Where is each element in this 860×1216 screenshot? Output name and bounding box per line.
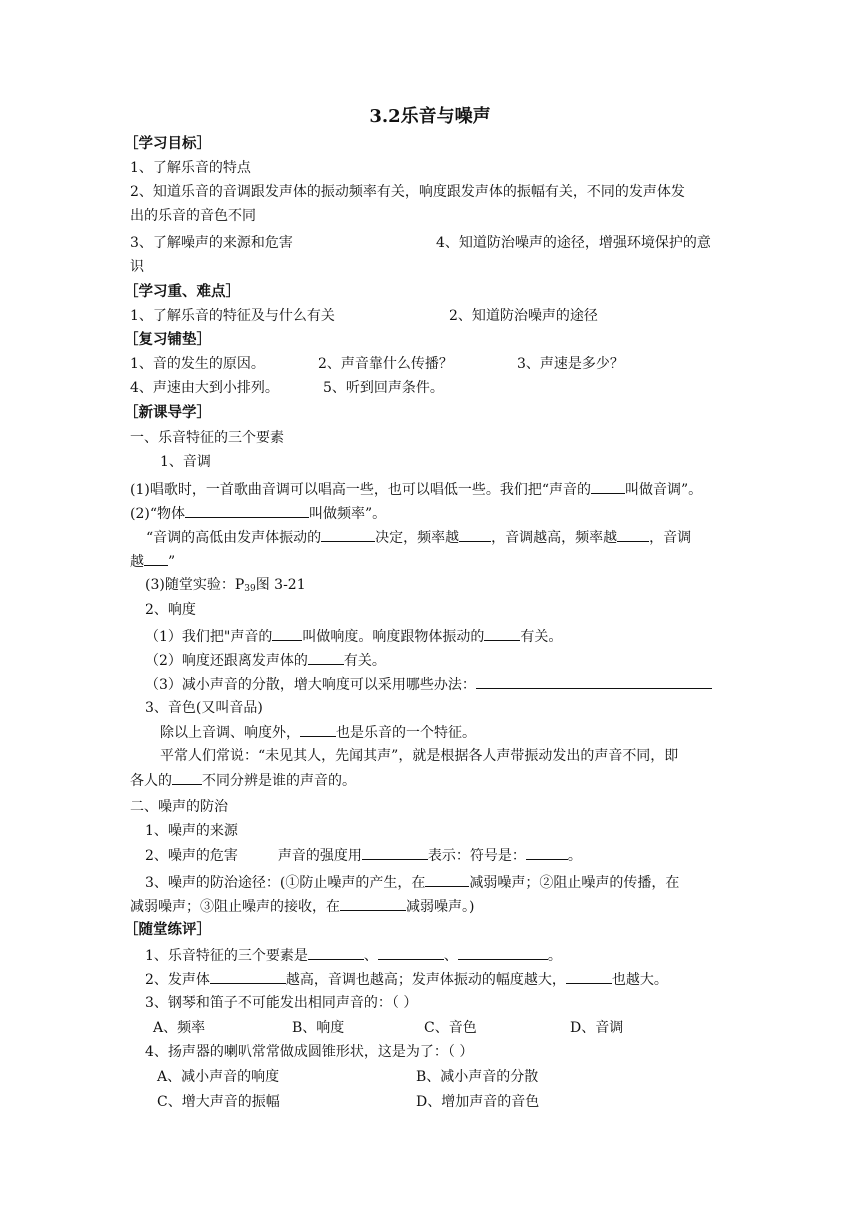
goal-line-3: 出的乐音的音色不同 [130, 208, 256, 224]
blank[interactable] [172, 770, 202, 785]
review-heading: ［复习铺垫］ [124, 331, 211, 348]
review-item-4: 4、声速由大到小排列。 [130, 380, 279, 396]
exercise-4-option-c: C、增大声音的振幅 [157, 1094, 280, 1110]
pitch-line-4: 越 ” [130, 551, 175, 572]
goal-line-5: 识 [130, 259, 144, 275]
pitch-experiment: (3)随堂实验：$P_{39}$图 3-21 [145, 577, 306, 594]
review-item-3: 3、声速是多少？ [517, 356, 624, 372]
newlesson-heading: ［新课导学］ [124, 404, 211, 421]
blank[interactable] [378, 945, 444, 960]
loudness-line-2: （2）响度还跟离发声体的 有关。 [145, 650, 386, 671]
blank[interactable] [308, 650, 344, 665]
blank[interactable] [272, 626, 302, 641]
goal-line-4b: 4、知道防治噪声的途径，增强环境保护的意 [436, 235, 711, 251]
subsection-timbre: 3、音色(又叫音品) [145, 700, 263, 716]
blank[interactable] [362, 845, 428, 860]
review-item-1: 1、音的发生的原因。 [130, 356, 265, 372]
goal-line-1: 1、了解乐音的特点 [130, 160, 251, 176]
exercise-1: 1、乐音特征的三个要素是 、 、 。 [145, 945, 562, 966]
exercise-3-option-b: B、响度 [292, 1020, 345, 1036]
blank[interactable] [300, 722, 336, 737]
exercise-2: 2、发声体 越高，音调也越高；发声体振动的幅度越大， 也越大。 [145, 969, 668, 990]
subsection-pitch: 1、音调 [160, 454, 211, 470]
loudness-line-3: （3）减小声音的分散，增大响度可以采用哪些办法： [145, 674, 712, 695]
blank[interactable] [458, 945, 548, 960]
blank[interactable] [526, 845, 568, 860]
timbre-line-3: 各人的 不同分辨是谁的声音的。 [130, 770, 356, 791]
review-item-5: 5、听到回声条件。 [323, 380, 444, 396]
blank[interactable] [185, 503, 309, 518]
exercise-4-option-b: B、减小声音的分散 [416, 1069, 539, 1085]
blank[interactable] [210, 969, 286, 984]
blank[interactable] [591, 479, 625, 494]
key-heading: ［学习重、难点］ [124, 283, 240, 300]
goal-line-4a: 3、了解噪声的来源和危害 [130, 235, 293, 251]
blank[interactable] [308, 945, 364, 960]
blank[interactable] [144, 551, 168, 566]
exercise-3-option-a: A、频率 [153, 1020, 206, 1036]
key-item-2: 2、知道防治噪声的途径 [449, 308, 598, 324]
exercise-3: 3、钢琴和笛子不可能发出相同声音的：（ ） [145, 995, 418, 1011]
blank[interactable] [321, 527, 375, 542]
blank[interactable] [484, 626, 520, 641]
blank[interactable] [476, 674, 712, 689]
exercise-4-option-a: A、减小声音的响度 [157, 1069, 280, 1085]
practice-heading: ［随堂练评］ [124, 921, 211, 938]
noise-control-line-1: 3、噪声的防治途径：(①防止噪声的产生，在 减弱噪声；②阻止噪声的传播，在 [145, 872, 679, 893]
goal-line-2: 2、知道乐音的音调跟发声体的振动频率有关，响度跟发声体的振幅有关，不同的发声体发 [130, 184, 685, 200]
blank[interactable] [340, 896, 406, 911]
noise-control-line-2: 减弱噪声；③阻止噪声的接收，在 减弱噪声。) [130, 896, 474, 917]
pitch-line-2: (2)“物体 叫做频率”。 [130, 503, 386, 524]
pitch-line-3: “音调的高低由发声体振动的 决定，频率越 ，音调越高，频率越 ，音调 [146, 527, 691, 548]
key-item-1: 1、了解乐音的特征及与什么有关 [130, 308, 335, 324]
subsection-loudness: 2、响度 [145, 602, 196, 618]
blank[interactable] [425, 872, 469, 887]
page-title: 3.2乐音与噪声 [369, 106, 491, 127]
blank[interactable] [459, 527, 491, 542]
noise-harm: 2、噪声的危害 声音的强度用 表示：符号是： 。 [145, 845, 582, 866]
pitch-line-1: (1)唱歌时，一首歌曲音调可以唱高一些，也可以唱低一些。我们把“声音的 叫做音调”。 [130, 479, 702, 500]
timbre-line-1: 除以上音调、响度外， 也是乐音的一个特征。 [160, 722, 476, 743]
section-2-title: 二、噪声的防治 [130, 799, 228, 815]
section-1-title: 一、乐音特征的三个要素 [130, 430, 284, 446]
exercise-3-option-d: D、音调 [570, 1020, 624, 1036]
blank[interactable] [617, 527, 649, 542]
exercise-4: 4、扬声器的喇叭常常做成圆锥形状，这是为了：（ ） [145, 1044, 474, 1060]
exercise-3-option-c: C、音色 [424, 1020, 477, 1036]
exercise-4-option-d: D、增加声音的音色 [416, 1094, 540, 1110]
noise-source: 1、噪声的来源 [145, 823, 238, 839]
goals-heading: ［学习目标］ [124, 135, 211, 152]
loudness-line-1: （1）我们把"声音的 叫做响度。响度跟物体振动的 有关。 [145, 626, 562, 647]
review-item-2: 2、声音靠什么传播？ [318, 356, 453, 372]
timbre-line-2: 平常人们常说：“未见其人，先闻其声”，就是根据各人声带振动发出的声音不同，即 [160, 748, 679, 764]
blank[interactable] [566, 969, 612, 984]
